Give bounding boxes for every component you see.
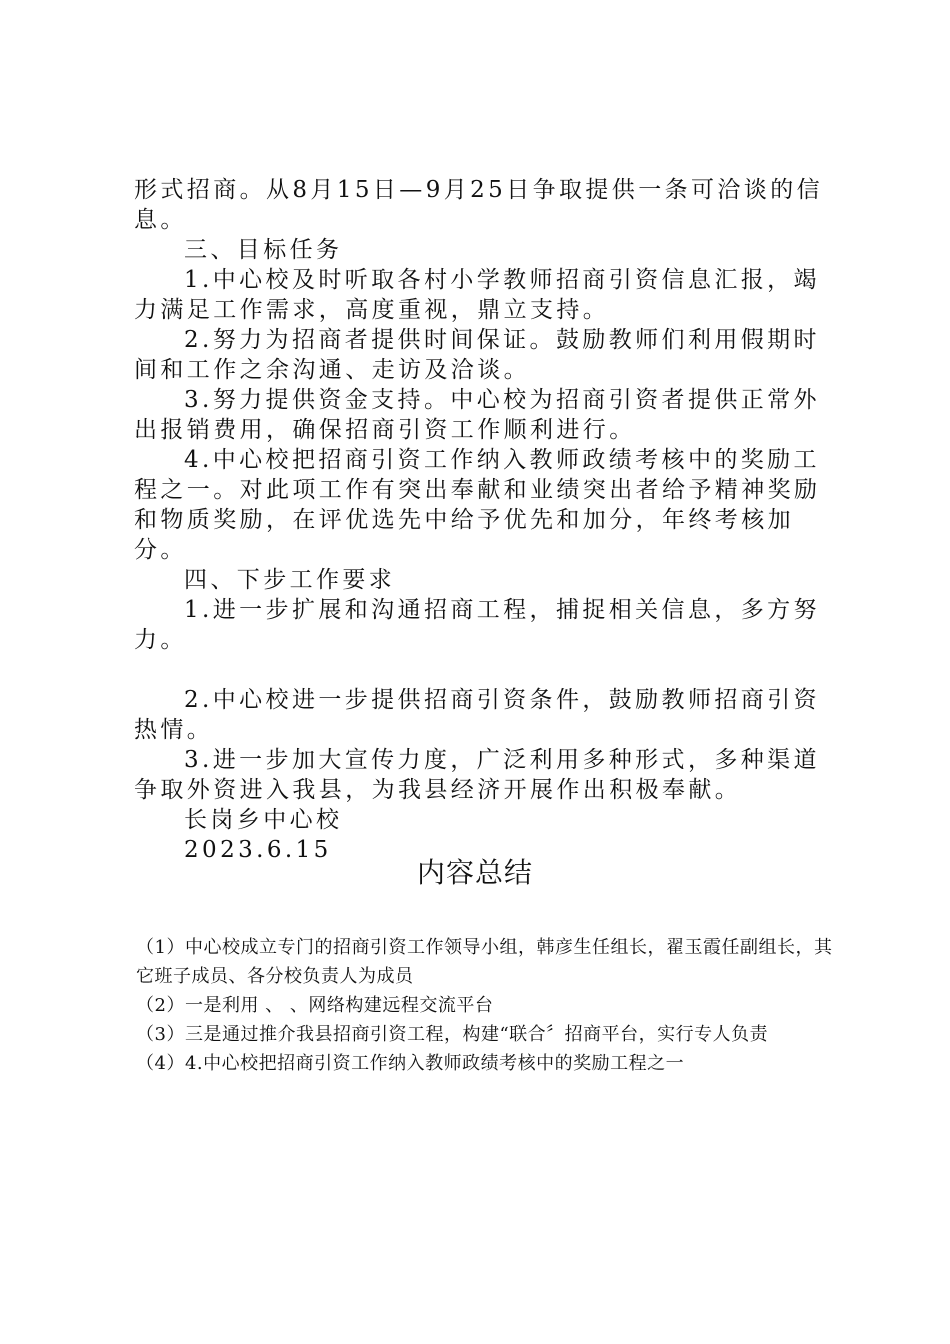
target-item-1: 1.中心校及时听取各村小学教师招商引资信息汇报，竭力满足工作需求，高度重视，鼎立支持。	[134, 267, 820, 323]
target-item-4: 4.中心校把招商引资工作纳入教师政绩考核中的奖励工程之一。对此项工作有突出奉献和业绩突出者给予精神奖励和物质奖励，在评优选先中给予优先和加分，年终考核加分。	[134, 447, 821, 563]
target-item-3: 3.努力提供资金支持。中心校为招商引资者提供正常外出报销费用，确保招商引资工作顺利进行。	[134, 387, 820, 443]
target-item-2: 2.努力为招商者提供时间保证。鼓励教师们利用假期时间和工作之余沟通、走访及洽谈。	[134, 327, 820, 383]
document-body	[134, 175, 834, 865]
requirement-item-3: 3.进一步加大宣传力度，广泛利用多种形式，多种渠道争取外资进入我县，为我县经济开展作出积极奉献。	[134, 747, 820, 803]
document-date: 2023.6.15	[184, 837, 332, 863]
summary-item: （1）中心校成立专门的招商引资工作领导小组，韩彦生任组长，翟玉霞任副组长，其它班子成员、各分校负责人为成员	[136, 937, 833, 987]
summary-item: （2）一是利用 、 、网络构建远程交流平台	[136, 995, 494, 1016]
summary-list	[136, 933, 836, 1078]
summary-item: （3）三是通过推介我县招商引资工程，构建“联合〞招商平台，实行专人负责	[136, 1024, 769, 1045]
section-heading-requirements: 四、下步工作要求	[184, 567, 396, 593]
requirement-item-2: 2.中心校进一步提供招商引资条件，鼓励教师招商引资热情。	[134, 687, 820, 743]
signature: 长岗乡中心校	[184, 807, 343, 833]
summary-title: 内容总结	[416, 856, 533, 889]
paragraph-continuation: 形式招商。从8月15日—9月25日争取提供一条可洽谈的信息。	[134, 177, 823, 233]
summary-item: （4）4.中心校把招商引资工作纳入教师政绩考核中的奖励工程之一	[136, 1053, 685, 1074]
requirement-item-1: 1.进一步扩展和沟通招商工程，捕捉相关信息，多方努力。	[134, 597, 820, 653]
section-heading-targets: 三、目标任务	[184, 237, 343, 263]
